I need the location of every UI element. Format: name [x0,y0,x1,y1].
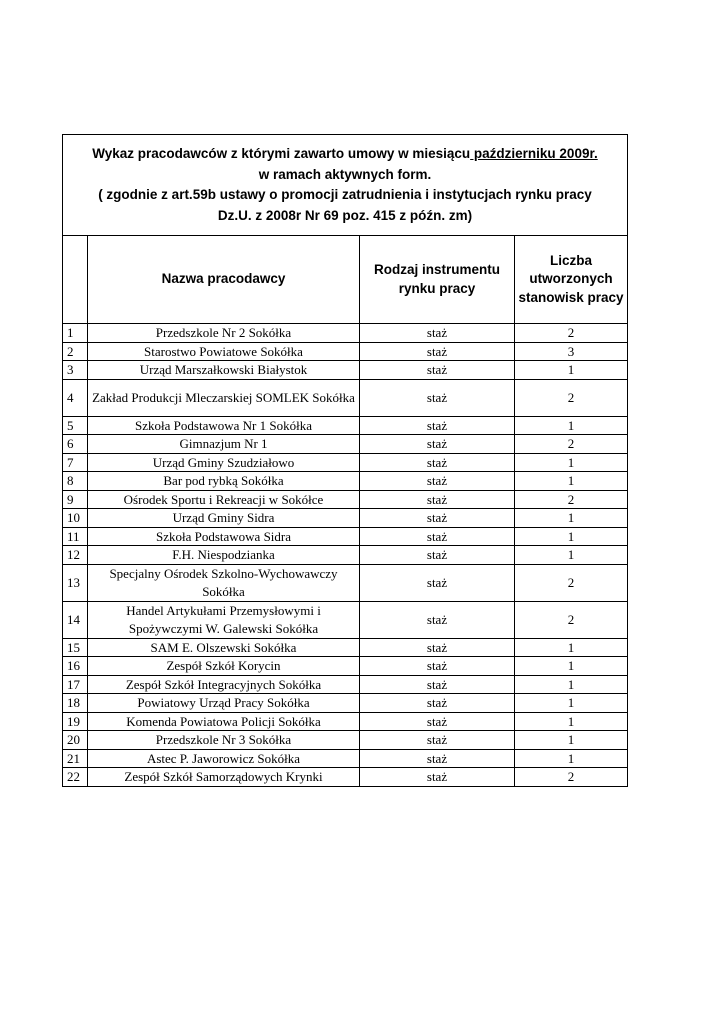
row-number: 20 [63,731,88,750]
instrument-type: staż [360,546,515,565]
employer-name: Zespół Szkół Integracyjnych Sokółka [88,675,360,694]
instrument-type: staż [360,657,515,676]
table-row [63,527,628,546]
instrument-type: staż [360,675,515,694]
table-row [63,712,628,731]
positions-count: 2 [515,490,628,509]
employer-name: Gimnazjum Nr 1 [88,435,360,454]
row-number: 18 [63,694,88,713]
instrument-type: staż [360,564,515,601]
positions-count: 1 [515,638,628,657]
row-number: 10 [63,509,88,528]
row-number: 1 [63,324,88,343]
employer-name: Starostwo Powiatowe Sokółka [88,342,360,361]
header-employer: Nazwa pracodawcy [88,236,360,324]
instrument-type: staż [360,731,515,750]
row-number: 21 [63,749,88,768]
table-row [63,342,628,361]
document-title [63,135,628,236]
header-row [63,236,628,324]
employer-name: Szkoła Podstawowa Nr 1 Sokółka [88,416,360,435]
instrument-type: staż [360,379,515,416]
employer-name: Zespół Szkół Samorządowych Krynki [88,768,360,787]
positions-count: 2 [515,768,628,787]
title-period: październiku 2009r. [470,146,598,161]
positions-count: 1 [515,416,628,435]
table-row [63,324,628,343]
positions-count: 1 [515,472,628,491]
header-instrument: Rodzaj instrumentu rynku pracy [360,236,515,324]
title-row [63,135,628,236]
row-number: 11 [63,527,88,546]
table-row [63,601,628,638]
instrument-type: staż [360,749,515,768]
employer-name: Powiatowy Urząd Pracy Sokółka [88,694,360,713]
employer-name: Komenda Powiatowa Policji Sokółka [88,712,360,731]
table-row [63,675,628,694]
positions-count: 1 [515,675,628,694]
header-number [63,236,88,324]
employer-name: Przedszkole Nr 2 Sokółka [88,324,360,343]
positions-count: 1 [515,749,628,768]
employer-name: Urząd Gminy Sidra [88,509,360,528]
header-positions: Liczba utworzonych stanowisk pracy [515,236,628,324]
employer-name: SAM E. Olszewski Sokółka [88,638,360,657]
instrument-type: staż [360,472,515,491]
instrument-type: staż [360,324,515,343]
positions-count: 2 [515,324,628,343]
instrument-type: staż [360,527,515,546]
title-line-4: Dz.U. z 2008r Nr 69 poz. 415 z późn. zm) [217,207,473,223]
employer-name: Astec P. Jaworowicz Sokółka [88,749,360,768]
table-row [63,435,628,454]
positions-count: 1 [515,694,628,713]
table-row [63,694,628,713]
instrument-type: staż [360,435,515,454]
table-row [63,472,628,491]
row-number: 17 [63,675,88,694]
row-number: 16 [63,657,88,676]
positions-count: 2 [515,601,628,638]
row-number: 3 [63,361,88,380]
row-number: 2 [63,342,88,361]
instrument-type: staż [360,509,515,528]
row-number: 6 [63,435,88,454]
employer-name: Urząd Gminy Szudziałowo [88,453,360,472]
positions-count: 2 [515,435,628,454]
employer-name: Urząd Marszałkowski Białystok [88,361,360,380]
row-number: 8 [63,472,88,491]
positions-count: 2 [515,564,628,601]
table-row [63,546,628,565]
instrument-type: staż [360,361,515,380]
row-number: 5 [63,416,88,435]
table-row [63,564,628,601]
employer-name: Zakład Produkcji Mleczarskiej SOMLEK Sokółka [88,379,360,416]
positions-count: 1 [515,453,628,472]
table-row [63,749,628,768]
positions-count: 1 [515,509,628,528]
row-number: 7 [63,453,88,472]
positions-count: 1 [515,731,628,750]
table-row [63,638,628,657]
row-number: 4 [63,379,88,416]
table-row [63,731,628,750]
instrument-type: staż [360,342,515,361]
positions-count: 1 [515,361,628,380]
table-row [63,490,628,509]
positions-count: 3 [515,342,628,361]
table-row [63,768,628,787]
title-line-2: w ramach aktywnych form. [258,166,432,182]
employer-name: Przedszkole Nr 3 Sokółka [88,731,360,750]
positions-count: 1 [515,712,628,731]
table-row [63,509,628,528]
instrument-type: staż [360,768,515,787]
instrument-type: staż [360,712,515,731]
row-number: 19 [63,712,88,731]
table-row [63,361,628,380]
instrument-type: staż [360,453,515,472]
employer-name: Zespół Szkół Korycin [88,657,360,676]
row-number: 9 [63,490,88,509]
table-row [63,379,628,416]
positions-count: 1 [515,657,628,676]
employer-name: F.H. Niespodzianka [88,546,360,565]
employer-name: Ośrodek Sportu i Rekreacji w Sokółce [88,490,360,509]
instrument-type: staż [360,416,515,435]
employers-table [62,134,628,787]
instrument-type: staż [360,638,515,657]
row-number: 15 [63,638,88,657]
positions-count: 2 [515,379,628,416]
employer-name: Szkoła Podstawowa Sidra [88,527,360,546]
title-line-3: ( zgodnie z art.59b ustawy o promocji zatrudnienia i instytucjach rynku pracy [98,187,592,202]
instrument-type: staż [360,490,515,509]
employer-name: Bar pod rybką Sokółka [88,472,360,491]
table-row [63,657,628,676]
row-number: 12 [63,546,88,565]
employer-name: Specjalny Ośrodek Szkolno-Wychowawczy Sokółka [88,564,360,601]
instrument-type: staż [360,694,515,713]
employer-name: Handel Artykułami Przemysłowymi i Spożywczymi W. Galewski Sokółka [88,601,360,638]
row-number: 13 [63,564,88,601]
row-number: 14 [63,601,88,638]
instrument-type: staż [360,601,515,638]
title-prefix: Wykaz pracodawców z którymi zawarto umowy w miesiącu [92,146,471,161]
positions-count: 1 [515,527,628,546]
table-row [63,416,628,435]
row-number: 22 [63,768,88,787]
table-row [63,453,628,472]
positions-count: 1 [515,546,628,565]
